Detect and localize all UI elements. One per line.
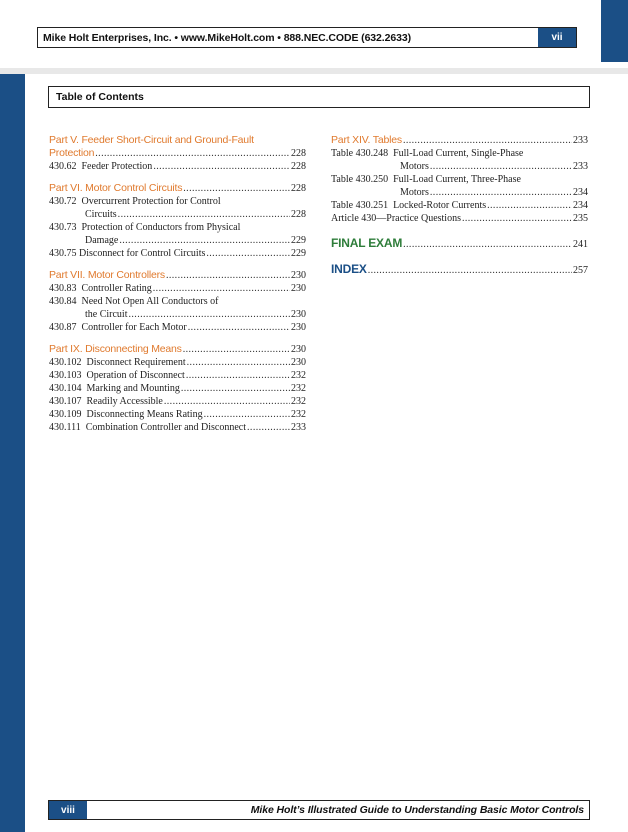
dot-leader bbox=[153, 160, 290, 173]
previous-page-blue-bar bbox=[601, 0, 628, 62]
page-ref: 232 bbox=[291, 396, 306, 407]
page-footer bbox=[48, 800, 590, 820]
page-ref: 235 bbox=[573, 213, 588, 224]
toc-entry[interactable]: 430.102 Disconnect Requirement ..... 230 bbox=[49, 356, 306, 369]
page-ref: 230 bbox=[291, 270, 306, 281]
dot-leader bbox=[183, 182, 290, 195]
toc-entry[interactable]: Circuits ..... 228 bbox=[49, 208, 306, 221]
toc-entry-first-line[interactable]: 430.72 Overcurrent Protection for Control bbox=[49, 196, 221, 207]
page-ref: 229 bbox=[291, 235, 306, 246]
toc-entry[interactable]: 430.109 Disconnecting Means Rating ..... 232 bbox=[49, 408, 306, 421]
dot-leader bbox=[118, 208, 290, 221]
toc-entry[interactable]: Table 430.251 Locked-Rotor Currents ..... 234 bbox=[331, 199, 588, 212]
toc-part-title[interactable]: Part V. Feeder Short-Circuit and Ground-Fault bbox=[49, 134, 254, 146]
toc-entry-index[interactable]: INDEX ..... 257 bbox=[331, 263, 588, 277]
dot-leader bbox=[430, 160, 572, 173]
toc-entry[interactable]: 430.83 Controller Rating ..... 230 bbox=[49, 282, 306, 295]
footer-book-title: Mike Holt’s Illustrated Guide to Understanding Basic Motor Controls bbox=[250, 804, 584, 816]
dot-leader bbox=[403, 238, 572, 251]
toc-entry[interactable]: 430.103 Operation of Disconnect ..... 232 bbox=[49, 369, 306, 382]
toc-title: Table of Contents bbox=[56, 91, 144, 103]
toc-right-column bbox=[331, 134, 588, 277]
dot-leader bbox=[206, 247, 290, 260]
toc-entry[interactable]: Part XIV. Tables ..... 233 bbox=[331, 134, 588, 147]
toc-entry[interactable]: Damage ..... 229 bbox=[49, 234, 306, 247]
footer-page-number: viii bbox=[49, 801, 87, 819]
dot-leader bbox=[430, 186, 572, 199]
toc-entry[interactable]: 430.75 Disconnect for Control Circuits ..... 229 bbox=[49, 247, 306, 260]
page-ref: 230 bbox=[291, 344, 306, 355]
dot-leader bbox=[462, 212, 572, 225]
page-ref: 233 bbox=[291, 422, 306, 433]
dot-leader bbox=[164, 395, 290, 408]
dot-leader bbox=[166, 269, 290, 282]
toc-entry-final-exam[interactable]: FINAL EXAM ..... 241 bbox=[331, 237, 588, 251]
dot-leader bbox=[487, 199, 572, 212]
dot-leader bbox=[119, 234, 290, 247]
header-page-number: vii bbox=[538, 28, 576, 47]
toc-entry[interactable]: Part VI. Motor Control Circuits ..... 228 bbox=[49, 182, 306, 195]
dot-leader bbox=[403, 134, 572, 147]
page-ref: 257 bbox=[573, 265, 588, 276]
toc-entry[interactable]: 430.104 Marking and Mounting ..... 232 bbox=[49, 382, 306, 395]
dot-leader bbox=[187, 356, 290, 369]
toc-entry[interactable]: Protection ..... 228 bbox=[49, 147, 306, 160]
dot-leader bbox=[188, 321, 290, 334]
page-ref: 230 bbox=[291, 357, 306, 368]
page-ref: 230 bbox=[291, 283, 306, 294]
dot-leader bbox=[368, 264, 572, 277]
page-ref: 228 bbox=[291, 209, 306, 220]
page-ref: 228 bbox=[291, 183, 306, 194]
toc-title-box bbox=[48, 86, 590, 108]
toc-entry[interactable]: Motors ..... 234 bbox=[331, 186, 588, 199]
toc-entry-first-line[interactable]: Table 430.248 Full-Load Current, Single-Phase bbox=[331, 148, 524, 159]
toc-entry-first-line[interactable]: 430.73 Protection of Conductors from Physical bbox=[49, 222, 241, 233]
toc-entry[interactable]: Article 430—Practice Questions ..... 235 bbox=[331, 212, 588, 225]
dot-leader bbox=[186, 369, 290, 382]
dot-leader bbox=[183, 343, 290, 356]
page-ref: 232 bbox=[291, 370, 306, 381]
dot-leader bbox=[204, 408, 290, 421]
toc-entry[interactable]: 430.111 Combination Controller and Disconnect ..... 233 bbox=[49, 421, 306, 434]
page-ref: 241 bbox=[573, 239, 588, 250]
toc-entry[interactable]: Part IX. Disconnecting Means ..... 230 bbox=[49, 343, 306, 356]
previous-page-header bbox=[37, 27, 577, 48]
toc-entry[interactable]: 430.107 Readily Accessible ..... 232 bbox=[49, 395, 306, 408]
page-ref: 230 bbox=[291, 309, 306, 320]
toc-entry[interactable]: Part VII. Motor Controllers ..... 230 bbox=[49, 269, 306, 282]
dot-leader bbox=[153, 282, 290, 295]
page-ref: 229 bbox=[291, 248, 306, 259]
toc-entry[interactable]: 430.87 Controller for Each Motor ..... 230 bbox=[49, 321, 306, 334]
toc-entry-first-line[interactable]: Table 430.250 Full-Load Current, Three-Phase bbox=[331, 174, 521, 185]
dot-leader bbox=[181, 382, 290, 395]
page-ref: 233 bbox=[573, 135, 588, 146]
page-ref: 234 bbox=[573, 187, 588, 198]
page-ref: 230 bbox=[291, 322, 306, 333]
page-ref: 233 bbox=[573, 161, 588, 172]
page-blue-bar bbox=[0, 74, 25, 832]
toc-entry-first-line[interactable]: 430.84 Need Not Open All Conductors of bbox=[49, 296, 219, 307]
page-ref: 232 bbox=[291, 383, 306, 394]
page-ref: 228 bbox=[291, 148, 306, 159]
dot-leader bbox=[247, 421, 290, 434]
header-publisher-text: Mike Holt Enterprises, Inc. • www.MikeHolt.com • 888.NEC.CODE (632.2633) bbox=[43, 31, 411, 44]
page-ref: 232 bbox=[291, 409, 306, 420]
page-ref: 228 bbox=[291, 161, 306, 172]
page-ref: 234 bbox=[573, 200, 588, 211]
toc-entry[interactable]: Motors ..... 233 bbox=[331, 160, 588, 173]
toc-entry[interactable]: the Circuit ..... 230 bbox=[49, 308, 306, 321]
dot-leader bbox=[129, 308, 291, 321]
dot-leader bbox=[95, 147, 290, 160]
toc-left-column bbox=[49, 134, 306, 434]
toc-entry[interactable]: 430.62 Feeder Protection ..... 228 bbox=[49, 160, 306, 173]
